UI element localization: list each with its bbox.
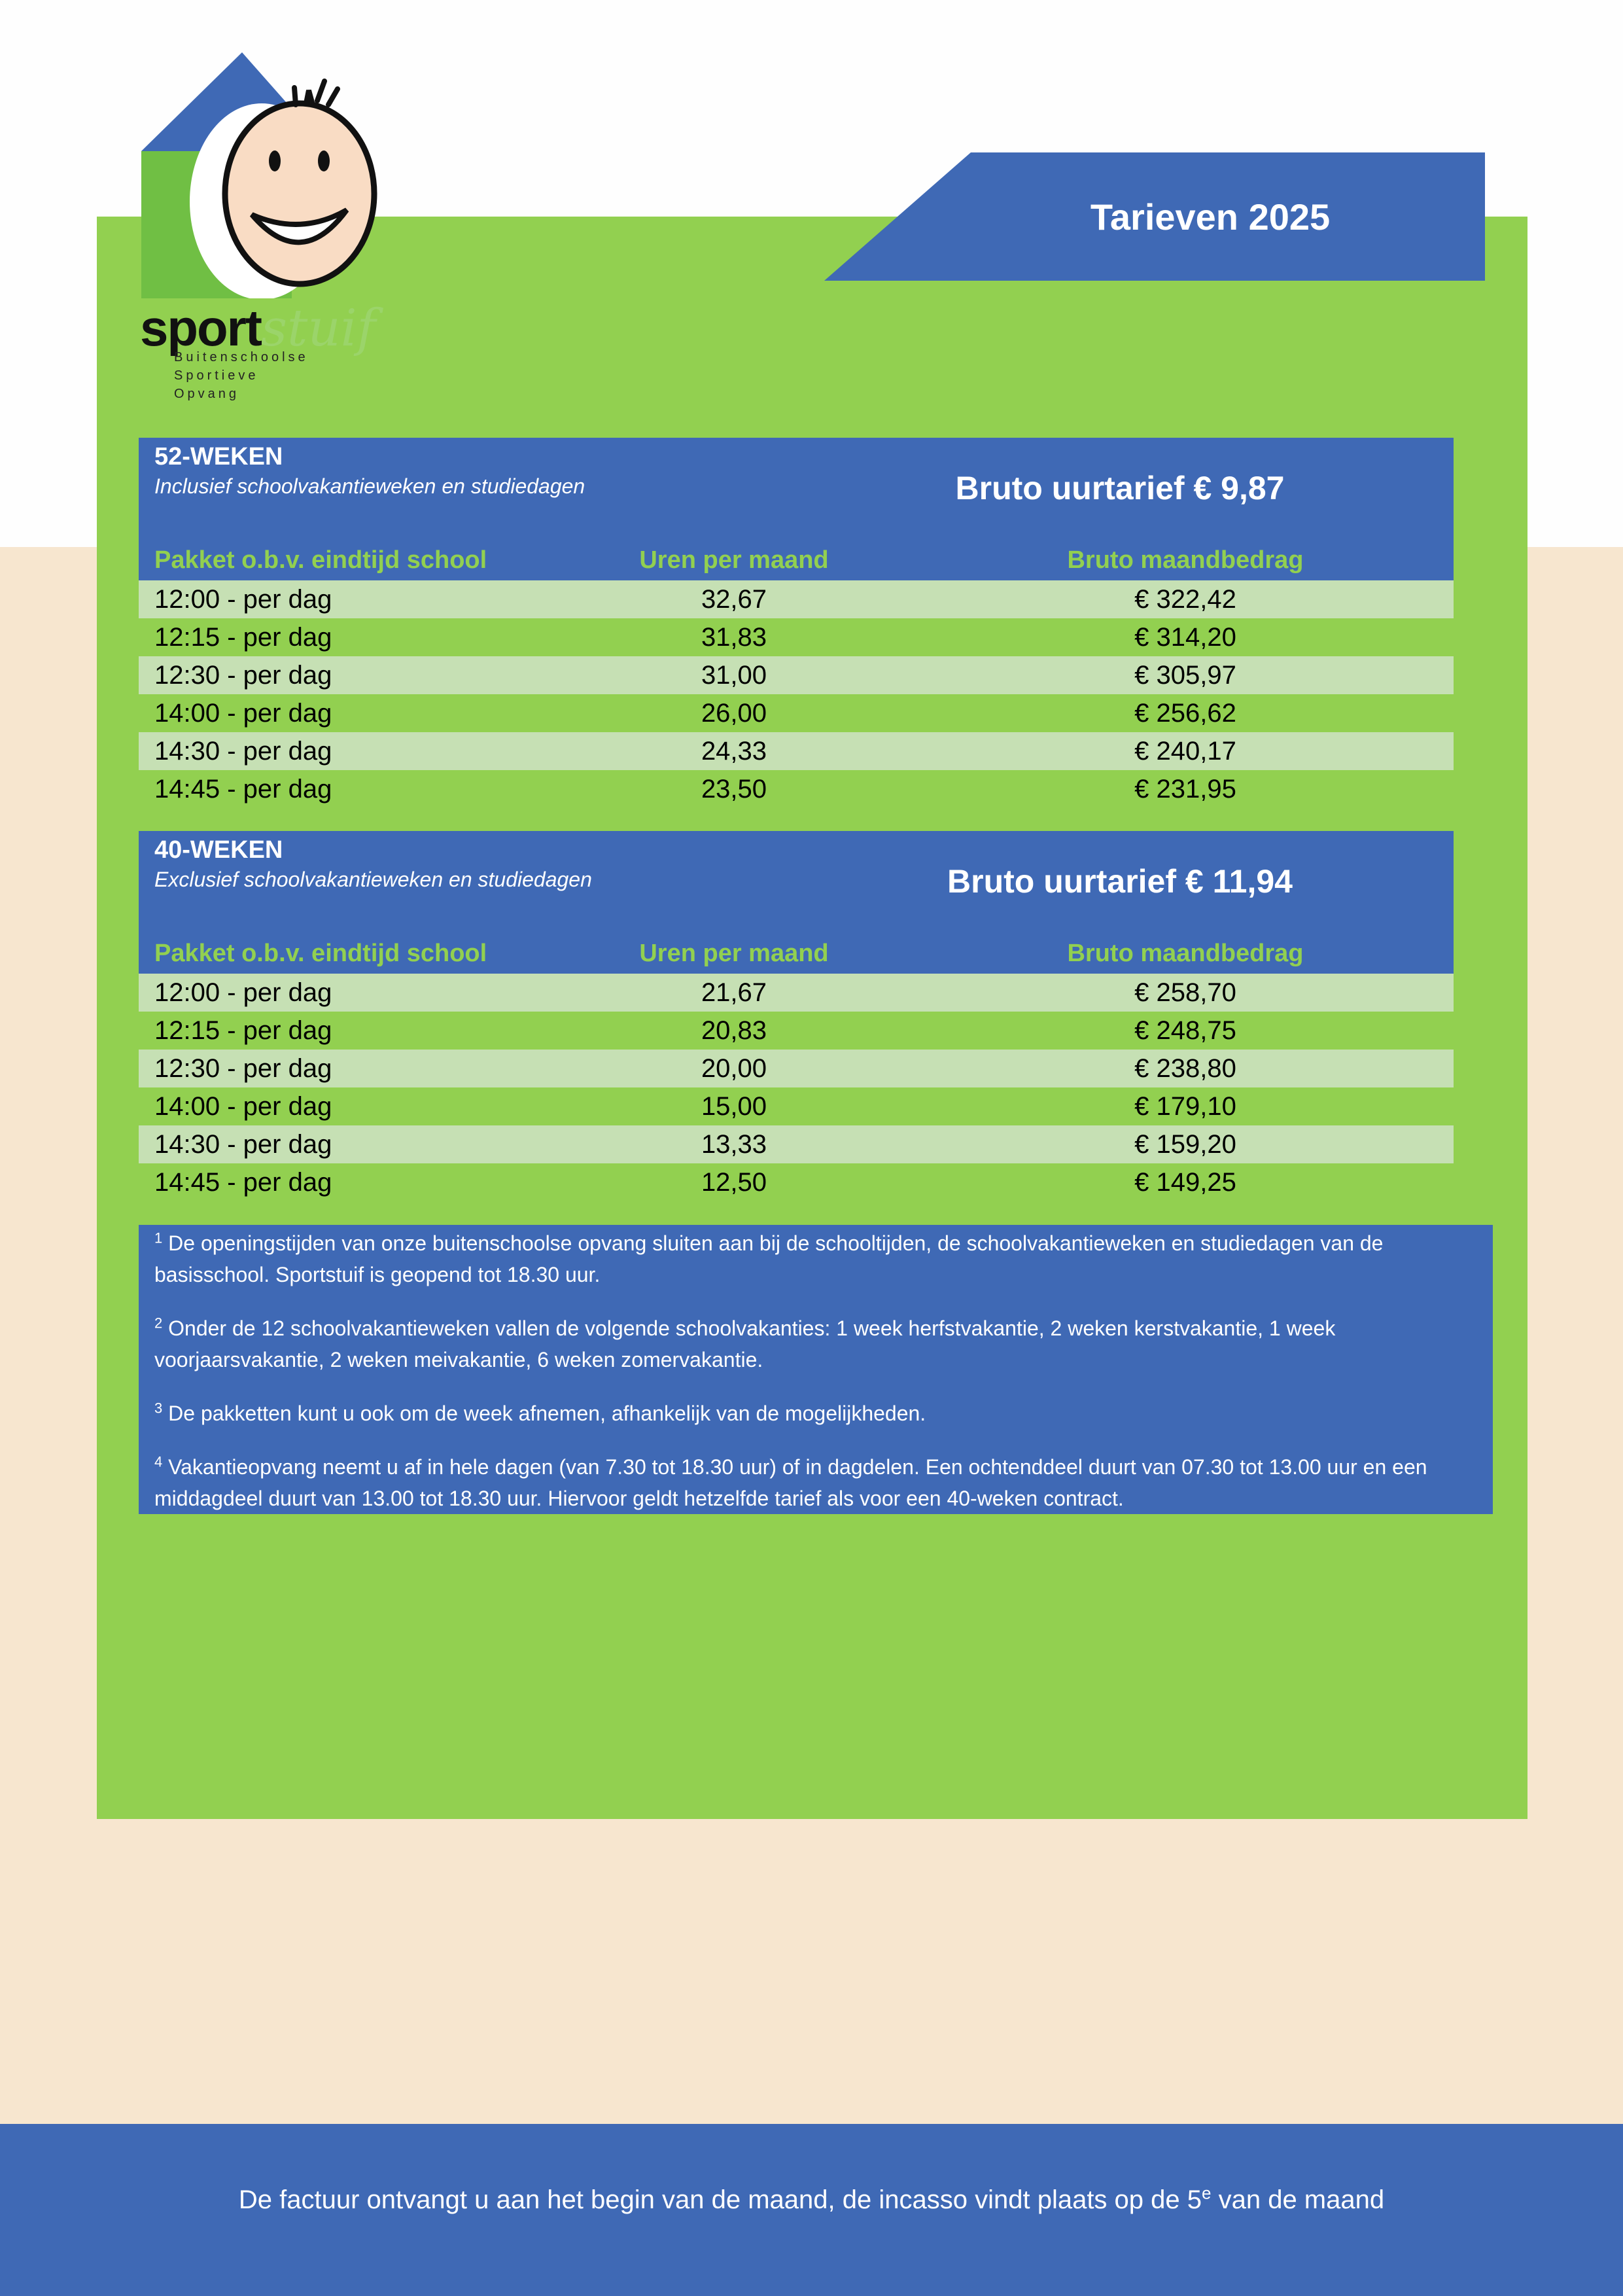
column-header-package: Pakket o.b.v. eindtijd school [154, 940, 487, 967]
table-row: 14:45 - per dag 12,50 € 149,25 [139, 1163, 1454, 1201]
column-header-hours: Uren per maand [639, 940, 829, 967]
footnotes-box [139, 1225, 1493, 1514]
table-row: 12:15 - per dag 20,83 € 248,75 [139, 1012, 1454, 1050]
block-subtitle: Exclusief schoolvakantieweken en studiedagen [154, 868, 592, 891]
tariff-block-header [139, 438, 1454, 580]
table-row: 12:00 - per dag 21,67 € 258,70 [139, 974, 1454, 1012]
table-row: 14:30 - per dag 24,33 € 240,17 [139, 732, 1454, 770]
footnote: $^1$ De openingstijden van onze buitenschoolse opvang sluiten aan bij de schooltijden, de schoolvakantieweken en studiedagen van de basisschool. Sportstuif is geopend tot 18.30 uur. [154, 1229, 1384, 1286]
footer-text: De factuur ontvangt u aan het begin van de maand, de incasso vindt plaats op de 5e van de maand [238, 2183, 1385, 2214]
tariff-block-52-weeks [139, 438, 1454, 808]
column-header-hours: Uren per maand [639, 546, 829, 574]
table-row: 12:30 - per dag 20,00 € 238,80 [139, 1050, 1454, 1087]
sportstuif-logo [137, 50, 386, 416]
table-row: 12:30 - per dag 31,00 € 305,97 [139, 656, 1454, 694]
hourly-rate: Bruto uurtarief € 11,94 [947, 863, 1293, 900]
table-row: 14:00 - per dag 26,00 € 256,62 [139, 694, 1454, 732]
footer-bar [0, 2124, 1623, 2296]
logo-wordmark: sportstuif [140, 299, 376, 358]
table-row: 14:45 - per dag 23,50 € 231,95 [139, 770, 1454, 808]
footnote: $^2$ Onder de 12 schoolvakantieweken vallen de volgende schoolvakanties: 1 week herfstvakantie, 2 weken kerstvakantie, 1 week voorjaarsvakantie, 2 weken meivakantie, 6 weken zomervakantie. [154, 1315, 1336, 1371]
block-title: 52-WEKEN [154, 443, 283, 470]
column-header-amount: Bruto maandbedrag [1067, 546, 1304, 574]
hourly-rate: Bruto uurtarief € 9,87 [955, 470, 1285, 506]
table-row: 14:30 - per dag 13,33 € 159,20 [139, 1125, 1454, 1163]
column-header-package: Pakket o.b.v. eindtijd school [154, 546, 487, 574]
logo-face [225, 103, 374, 284]
block-subtitle: Inclusief schoolvakantieweken en studiedagen [154, 474, 585, 498]
tariff-block-header [139, 831, 1454, 974]
footnote: $^4$ Vakantieopvang neemt u af in hele dagen (van 7.30 tot 18.30 uur) of in dagdelen. Een ochtenddeel duurt van 07.30 tot 13.00 uur en een middagdeel duurt van 13.00 tot 18.30 uur. Hiervoor geldt hetzelfde tarief als voor een 40-weken contract. [154, 1453, 1427, 1510]
footnote: $^3$ De pakketten kunt u ook om de week afnemen, afhankelijk van de mogelijkheden. [154, 1400, 926, 1425]
column-header-amount: Bruto maandbedrag [1067, 940, 1304, 967]
block-title: 40-WEKEN [154, 836, 283, 864]
table-row: 12:00 - per dag 32,67 € 322,42 [139, 580, 1454, 618]
table-row: 12:15 - per dag 31,83 € 314,20 [139, 618, 1454, 656]
tariff-block-40-weeks [139, 831, 1454, 1201]
table-row: 14:00 - per dag 15,00 € 179,10 [139, 1087, 1454, 1125]
logo-tagline: Buitenschoolse Sportieve Opvang [174, 350, 309, 401]
page-title: Tarieven 2025 [1090, 196, 1331, 238]
